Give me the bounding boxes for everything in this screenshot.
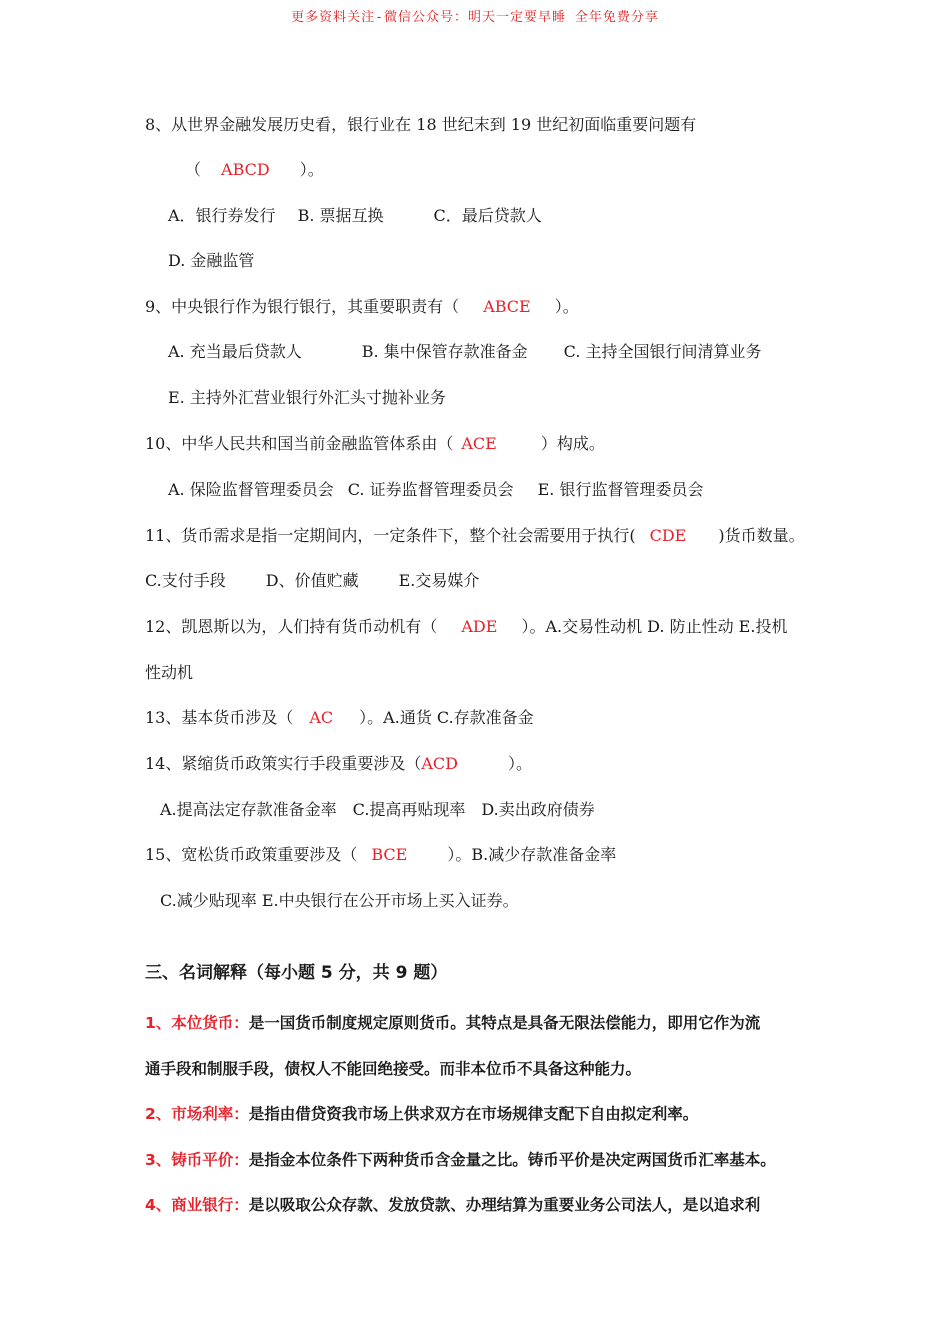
header-banner: 更多资料关注-微信公众号：明天一定要早睡 全年免费分享: [291, 10, 659, 25]
question-9-close: ）。: [554, 297, 579, 316]
question-12-stem-line: [145, 617, 787, 637]
option-a: A. 保险监督管理委员会: [168, 480, 334, 499]
question-8-answer: ABCD: [221, 160, 270, 179]
question-8-stem: 8、从世界金融发展历史看，银行业在 18 世纪末到 19 世纪初面临重要问题有: [145, 115, 697, 134]
option-c: C.支付手段: [145, 571, 226, 590]
option-e: E. 银行监督管理委员会: [537, 480, 704, 499]
definition-4: [145, 1193, 760, 1215]
question-8-answer-line: [185, 160, 324, 180]
question-9-answer: ABCE: [483, 297, 531, 316]
question-8-option-d: D. 金融监管: [168, 251, 255, 270]
option-a: A. 充当最后贷款人: [168, 342, 302, 361]
section-title: 三、名词解释（每小题 5 分，共 9 题）: [145, 963, 448, 983]
question-11-answer: CDE: [649, 526, 687, 545]
question-11-options: [145, 571, 479, 591]
question-10-stem-line: [145, 434, 605, 454]
question-10-options: [168, 480, 703, 500]
question-8-open: （: [185, 160, 202, 179]
definition-4-term: 4、商业银行：: [145, 1196, 249, 1214]
option-b: B. 票据互换: [297, 206, 384, 225]
option-e: E.交易媒介: [398, 571, 480, 590]
question-9-options: [168, 342, 762, 362]
question-14-answer: ACD: [421, 754, 458, 773]
question-14-stem: 14、紧缩货币政策实行手段重要涉及（: [145, 754, 422, 773]
question-14-close: ）。: [508, 754, 533, 773]
question-10-stem: 10、中华人民共和国当前金融监管体系由（: [145, 434, 454, 453]
question-13-stem: 13、基本货币涉及（: [145, 708, 294, 727]
option-d: D、价值贮藏: [265, 571, 359, 590]
definition-3-text: 是指金本位条件下两种货币含金量之比。铸币平价是决定两国货币汇率基本。: [248, 1151, 776, 1169]
question-15-close: ）。B.减少存款准备金率: [447, 845, 617, 864]
question-12-continuation: 性动机: [145, 663, 194, 682]
definition-1-text: 是一国货币制度规定原则货币。其特点是具备无限法偿能力，即用它作为流: [248, 1014, 761, 1032]
question-14-stem-line: [145, 754, 532, 774]
question-9-stem-line: [145, 297, 579, 317]
question-8-close: ）。: [299, 160, 324, 179]
definition-1-term: 1、本位货币：: [145, 1014, 249, 1032]
option-b: B. 集中保管存款准备金: [361, 342, 528, 361]
definition-3-term: 3、铸币平价：: [145, 1151, 249, 1169]
definition-1: [145, 1011, 760, 1033]
option-c: C．最后贷款人: [433, 206, 542, 225]
question-11-close: )货币数量。: [718, 526, 805, 545]
question-15-stem: 15、宽松货币政策重要涉及（: [145, 845, 358, 864]
question-9-stem: 9、中央银行作为银行银行，其重要职责有（: [145, 297, 460, 316]
definition-1-continuation: 通手段和制服手段，债权人不能回绝接受。而非本位币不具备这种能力。: [145, 1060, 642, 1078]
question-11-stem: 11、货币需求是指一定期间内，一定条件下，整个社会需要用于执行(: [145, 526, 636, 545]
question-13-answer: AC: [309, 708, 334, 727]
option-c: C. 证券监督管理委员会: [347, 480, 514, 499]
question-9-option-e: E. 主持外汇营业银行外汇头寸抛补业务: [168, 388, 446, 407]
definition-2: [145, 1102, 698, 1124]
question-8-options: [168, 206, 542, 226]
question-14-options: A.提高法定存款准备金率 C.提高再贴现率 D.卖出政府债券: [160, 800, 595, 819]
option-a: A．银行券发行: [168, 206, 276, 225]
question-13-close: ）。A.通货 C.存款准备金: [359, 708, 534, 727]
question-12-answer: ADE: [461, 617, 498, 636]
question-12-stem: 12、凯恩斯以为，人们持有货币动机有（: [145, 617, 438, 636]
question-10-answer: ACE: [461, 434, 497, 453]
question-10-close: ）构成。: [540, 434, 605, 453]
question-15-answer: BCE: [371, 845, 408, 864]
question-13-stem-line: [145, 708, 534, 728]
definition-2-term: 2、市场利率：: [145, 1105, 249, 1123]
definition-3: [145, 1148, 776, 1170]
option-c: C. 主持全国银行间清算业务: [563, 342, 762, 361]
definition-4-text: 是以吸取公众存款、发放贷款、办理结算为重要业务公司法人，是以追求利: [248, 1196, 761, 1214]
question-12-close: ）。A.交易性动机 D. 防止性动 E.投机: [521, 617, 788, 636]
question-15-stem-line: [145, 845, 616, 865]
definition-2-text: 是指由借贷资我市场上供求双方在市场规律支配下自由拟定利率。: [248, 1105, 699, 1123]
question-15-options: C.减少贴现率 E.中央银行在公开市场上买入证券。: [160, 891, 519, 910]
question-11-stem-line: [145, 526, 805, 546]
